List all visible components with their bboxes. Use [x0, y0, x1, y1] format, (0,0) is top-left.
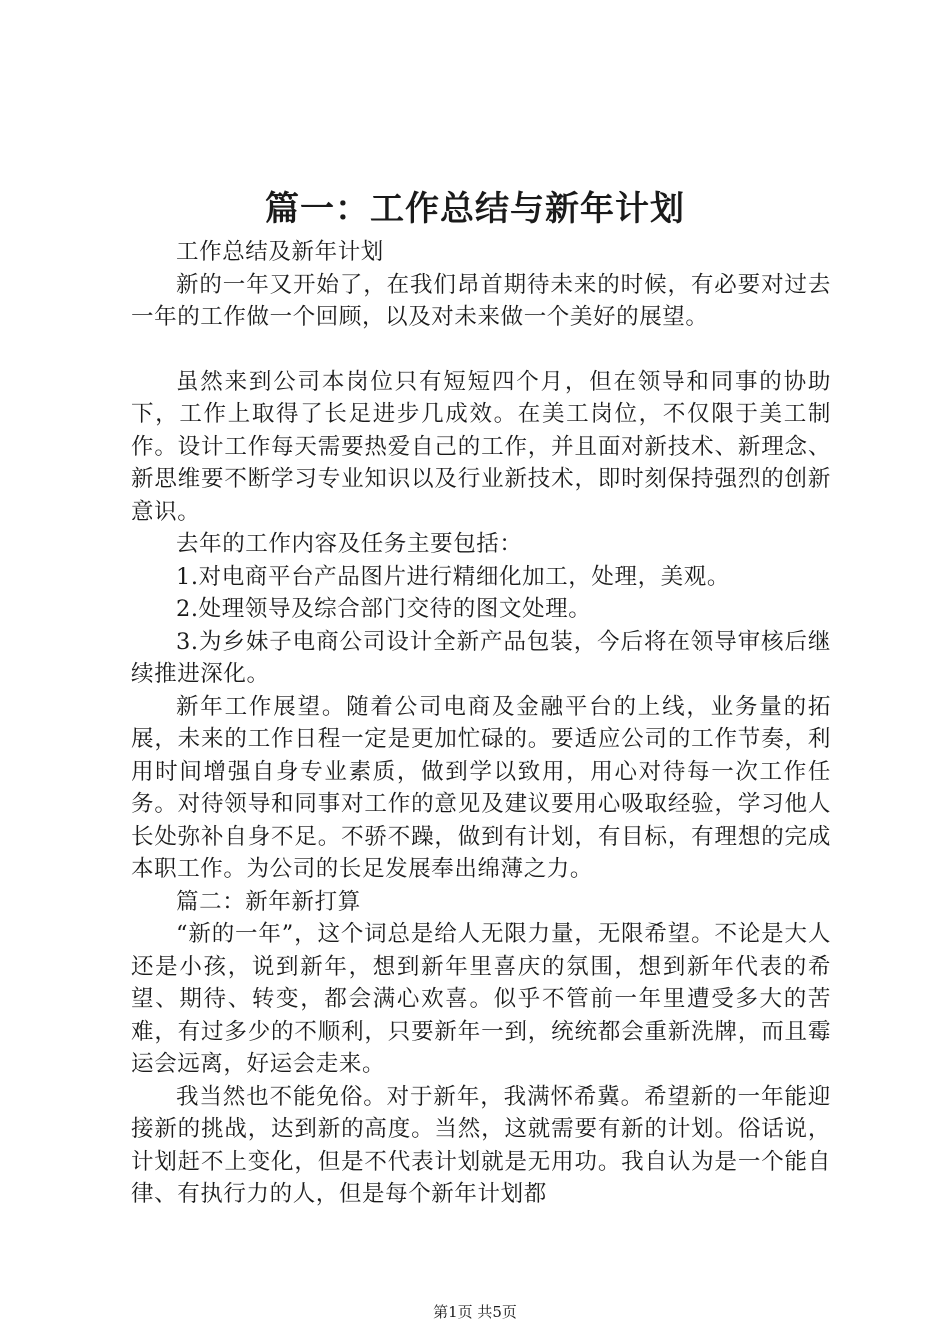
paragraph-outlook: 新年工作展望。随着公司电商及金融平台的上线，业务量的拓展，未来的工作日程一定是更加忙碌的。要适应公司的工作节奏，利用时间增强自身专业素质，做到学以致用，用心对待每一次工作任务。对待领导和同事对工作的意见及建议要用心吸取经验，学习他人长处弥补自身不足。不骄不躁，做到有计划，有目标，有理想的完成本职工作。为公司的长足发展奉出绵薄之力。 — [131, 693, 831, 882]
paragraph-new-year: “新的一年”，这个词总是给人无限力量，无限希望。不论是大人还是小孩，说到新年，想到新年里喜庆的氛围，想到新年代表的希望、期待、转变，都会满心欢喜。似乎不管前一年里遭受多大的苦难，有过多少的不顺利，只要新年一到，统统都会重新洗牌，而且霉运会远离，好运会走来。 — [131, 921, 831, 1077]
document-body — [131, 236, 831, 1211]
paragraph-plans: 我当然也不能免俗。对于新年，我满怀希冀。希望新的一年能迎接新的挑战，达到新的高度。当然，这就需要有新的计划。俗话说，计划赶不上变化，但是不代表计划就是无用功。我自认为是一个能自律、有执行力的人，但是每个新年计划都 — [131, 1083, 831, 1207]
paragraph-summary: 虽然来到公司本岗位只有短短四个月，但在领导和同事的协助下，工作上取得了长足进步几成效。在美工岗位，不仅限于美工制作。设计工作每天需要热爱自己的工作，并且面对新技术、新理念、新思维要不断学习专业知识以及行业新技术，即时刻保持强烈的创新意识。 — [131, 368, 831, 525]
paragraph-task-heading: 去年的工作内容及任务主要包括： — [176, 531, 523, 557]
paragraph-task-2: 2.处理领导及综合部门交待的图文处理。 — [176, 596, 592, 622]
paragraph-section-2-heading: 篇二：新年新打算 — [176, 888, 361, 915]
document-title: 篇一：工作总结与新年计划 — [265, 189, 685, 229]
paragraph-task-3: 3.为乡妹子电商公司设计全新产品包装，今后将在领导审核后继续推进深化。 — [131, 628, 831, 687]
page-number-footer: 第1页 共5页 — [433, 1303, 517, 1321]
paragraph-task-1: 1.对电商平台产品图片进行精细化加工，处理，美观。 — [176, 563, 730, 590]
paragraph-intro: 新的一年又开始了，在我们昂首期待未来的时候，有必要对过去一年的工作做一个回顾，以及对未来做一个美好的展望。 — [131, 271, 831, 330]
paragraph-subtitle: 工作总结及新年计划 — [176, 239, 384, 265]
